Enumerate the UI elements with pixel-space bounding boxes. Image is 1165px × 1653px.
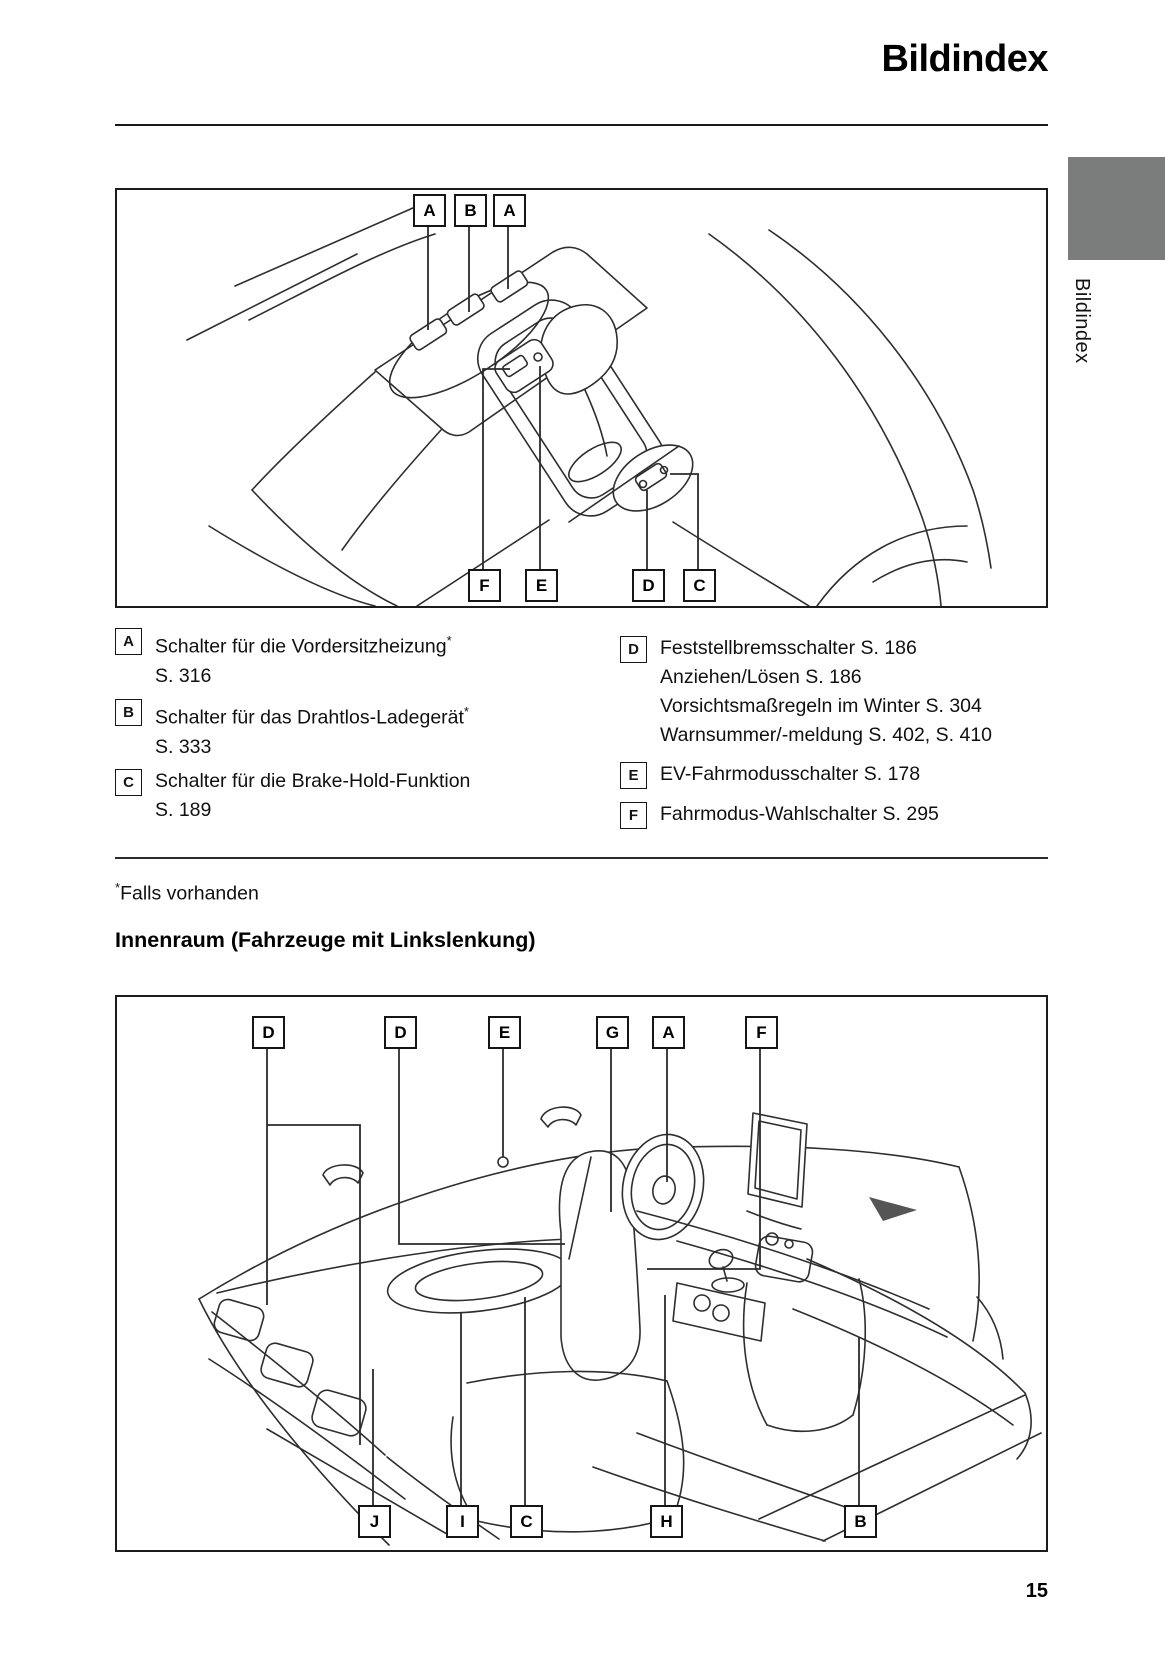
legend-item-A [115, 626, 585, 691]
section-divider [115, 857, 1048, 859]
legend-letter-F: F [620, 802, 647, 829]
page-title: Bildindex [881, 38, 1048, 80]
legend-text-C: Schalter für die Brake-Hold-Funktion S. 189 [155, 770, 471, 821]
legend-text-A: Schalter für die Vordersitzheizung* S. 316 [155, 633, 452, 687]
legend-item-F [620, 800, 1060, 829]
callout-d1-E: E [525, 569, 558, 602]
callout-d2-E: E [488, 1016, 521, 1049]
callout-d1-F: F [468, 569, 501, 602]
title-divider [115, 124, 1048, 126]
callout-d2-F: F [745, 1016, 778, 1049]
callout-d1-C: C [683, 569, 716, 602]
interior-line-art [117, 997, 1046, 1550]
callout-d2-H: H [650, 1505, 683, 1538]
footnote: *Falls vorhanden [115, 880, 259, 905]
legend-letter-C: C [115, 769, 142, 796]
legend-text-E: EV-Fahrmodusschalter S. 178 [660, 763, 921, 785]
callout-d2-A: A [652, 1016, 685, 1049]
page-number: 15 [1025, 1580, 1048, 1602]
legend-item-E [620, 760, 1060, 789]
legend-item-B [115, 697, 585, 762]
callout-d2-C: C [510, 1505, 543, 1538]
legend-letter-E: E [620, 762, 647, 789]
chapter-tab-label: Bildindex [1071, 278, 1093, 364]
callout-d2-D-left: D [252, 1016, 285, 1049]
legend-item-D [620, 634, 1060, 750]
section-heading: Innenraum (Fahrzeuge mit Linkslenkung) [115, 928, 536, 952]
center-console-line-art [117, 190, 1046, 606]
callout-d1-D: D [632, 569, 665, 602]
diagram-interior [115, 995, 1048, 1552]
diagram-center-console [115, 188, 1048, 608]
callout-d2-B: B [844, 1505, 877, 1538]
callout-d2-J: J [358, 1505, 391, 1538]
legend-letter-D: D [620, 636, 647, 663]
legend-text-F: Fahrmodus-Wahlschalter S. 295 [660, 803, 939, 825]
callout-d1-A-right: A [493, 194, 526, 227]
legend-text-D: Feststellbremsschalter S. 186 Anziehen/Lösen S. 186 Vorsichtsmaßregeln im Winter S. 304 Warnsummer/-meldung S. 402, S. 410 [660, 637, 993, 746]
callout-d2-G: G [596, 1016, 629, 1049]
chapter-tab-marker [1068, 157, 1165, 260]
callout-d2-D-right: D [384, 1016, 417, 1049]
legend-letter-A: A [115, 628, 142, 655]
callout-d1-B: B [454, 194, 487, 227]
callout-d1-A-left: A [413, 194, 446, 227]
callout-d2-I: I [446, 1505, 479, 1538]
legend-letter-B: B [115, 699, 142, 726]
legend-item-C [115, 767, 585, 825]
legend-text-B: Schalter für das Drahtlos-Ladegerät* S. 333 [155, 704, 469, 758]
